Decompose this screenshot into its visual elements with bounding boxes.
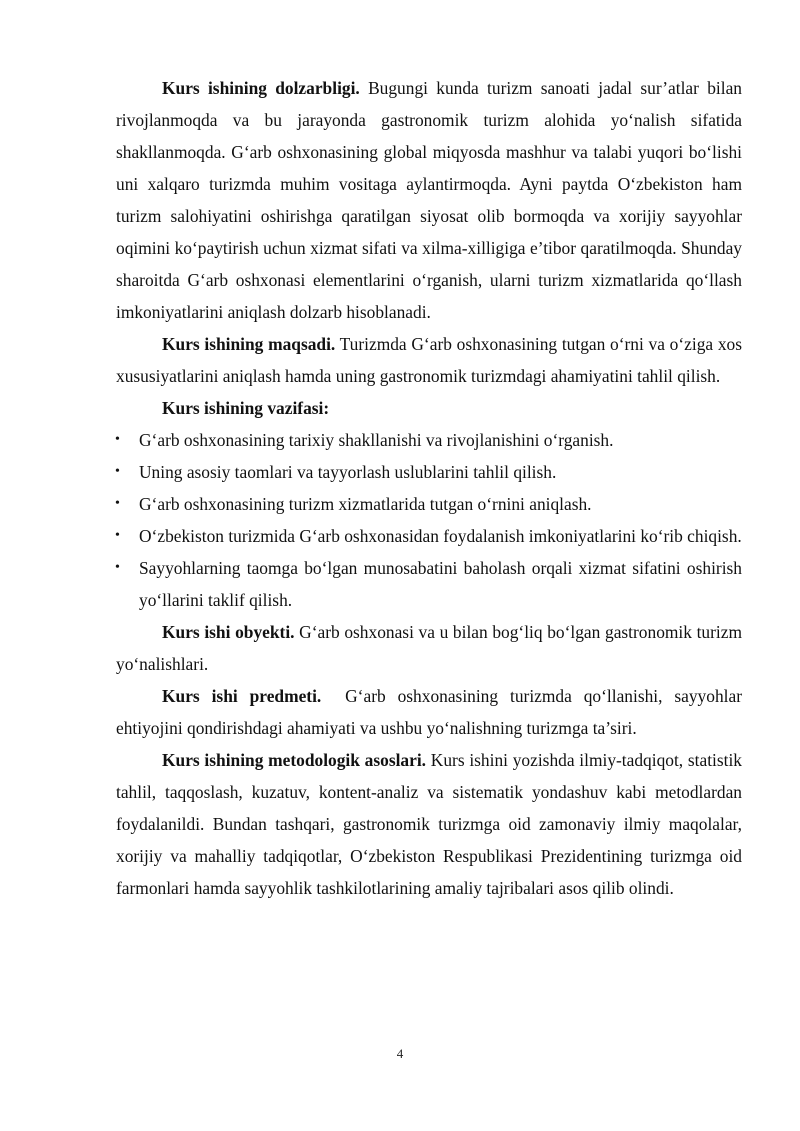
task-text: O‘zbekiston turizmida G‘arb oshxonasidan foydalanish imkoniyatlarini ko‘rib chiqish.	[139, 526, 742, 546]
methodology-paragraph	[116, 744, 742, 904]
subject-text: G‘arb oshxonasining turizmda qo‘llanishi, sayyohlar ehtiyojini qondirishdagi ahamiyati va ushbu yo‘nalishning turizmga ta’siri.	[116, 686, 747, 738]
bullet-icon: •	[115, 560, 120, 575]
relevance-paragraph	[116, 72, 742, 328]
bullet-icon: •	[115, 464, 120, 479]
task-item	[116, 488, 742, 520]
task-item	[116, 424, 742, 456]
page-content	[115, 72, 747, 904]
goal-text: Turizmda G‘arb oshxonasining tutgan o‘rni va o‘ziga xos xususiyatlarini aniqlash hamda uning gastronomik turizmdagi ahamiyatini tahlil qilish.	[116, 334, 742, 386]
subject-paragraph	[116, 680, 747, 744]
relevance-text: Bugungi kunda turizm sanoati jadal sur’atlar bilan rivojlanmoqda va bu jarayonda gastronomik turizm alohida yo‘nalish sifatida shakllanmoqda. G‘arb oshxonasining global miqyosda mashhur va talabi yuqori bo‘lishi uni xalqaro turizmda muhim vositaga aylantirmoqda. Ayni paytda O‘zbekiston ham turizm salohiyatini oshirishga qaratilgan siyosat olib bormoqda va xorijiy sayyohlar oqimini ko‘paytirish uchun xizmat sifati va xilma-xilligiga e’tibor qaratilmoqda. Shunday sharoitda G‘arb oshxonasi elementlarini o‘rganish, ularni turizm xizmatlarida qo‘llash imkoniyatlarini aniqlash dolzarb hisoblanadi.	[116, 78, 742, 322]
task-text: G‘arb oshxonasining tarixiy shakllanishi va rivojlanishini o‘rganish.	[139, 430, 614, 450]
subject-heading: Kurs ishi predmeti.	[162, 686, 322, 706]
bullet-icon: •	[115, 496, 120, 511]
task-text: G‘arb oshxonasining turizm xizmatlarida tutgan o‘rnini aniqlash.	[139, 494, 592, 514]
methodology-text: Kurs ishini yozishda ilmiy-tadqiqot, statistik tahlil, taqqoslash, kuzatuv, kontent-analiz va sistematik yondashuv kabi metodlardan foydalanildi. Bundan tashqari, gastronomik turizmga oid zamonaviy ilmiy maqolalar, xorijiy va mahalliy tadqiqotlar, O‘zbekiston Respublikasi Prezidentining turizmga oid farmonlari hamda sayyohlik tashkilotlarining amaliy tajribalari asos qilib olindi.	[116, 750, 742, 898]
relevance-heading: Kurs ishining dolzarbligi.	[162, 78, 360, 98]
methodology-heading: Kurs ishining metodologik asoslari.	[162, 750, 427, 770]
task-text: Sayyohlarning taomga bo‘lgan munosabatini baholash orqali xizmat sifatini oshirish yo‘llarini taklif qilish.	[139, 558, 742, 610]
bullet-icon: •	[115, 528, 120, 543]
goal-paragraph	[116, 328, 742, 392]
object-paragraph	[116, 616, 742, 680]
task-item	[116, 520, 742, 552]
task-item	[116, 552, 742, 616]
bullet-icon: •	[115, 432, 120, 447]
task-text: Uning asosiy taomlari va tayyorlash uslublarini tahlil qilish.	[139, 462, 557, 482]
goal-heading: Kurs ishining maqsadi.	[162, 334, 336, 354]
object-heading: Kurs ishi obyekti.	[162, 622, 295, 642]
object-text: G‘arb oshxonasi va u bilan bog‘liq bo‘lgan gastronomik turizm yo‘nalishlari.	[116, 622, 742, 674]
tasks-heading: Kurs ishining vazifasi:	[162, 398, 330, 418]
page-number: 4	[396, 1046, 404, 1061]
tasks-list	[116, 424, 742, 616]
task-item	[116, 456, 742, 488]
